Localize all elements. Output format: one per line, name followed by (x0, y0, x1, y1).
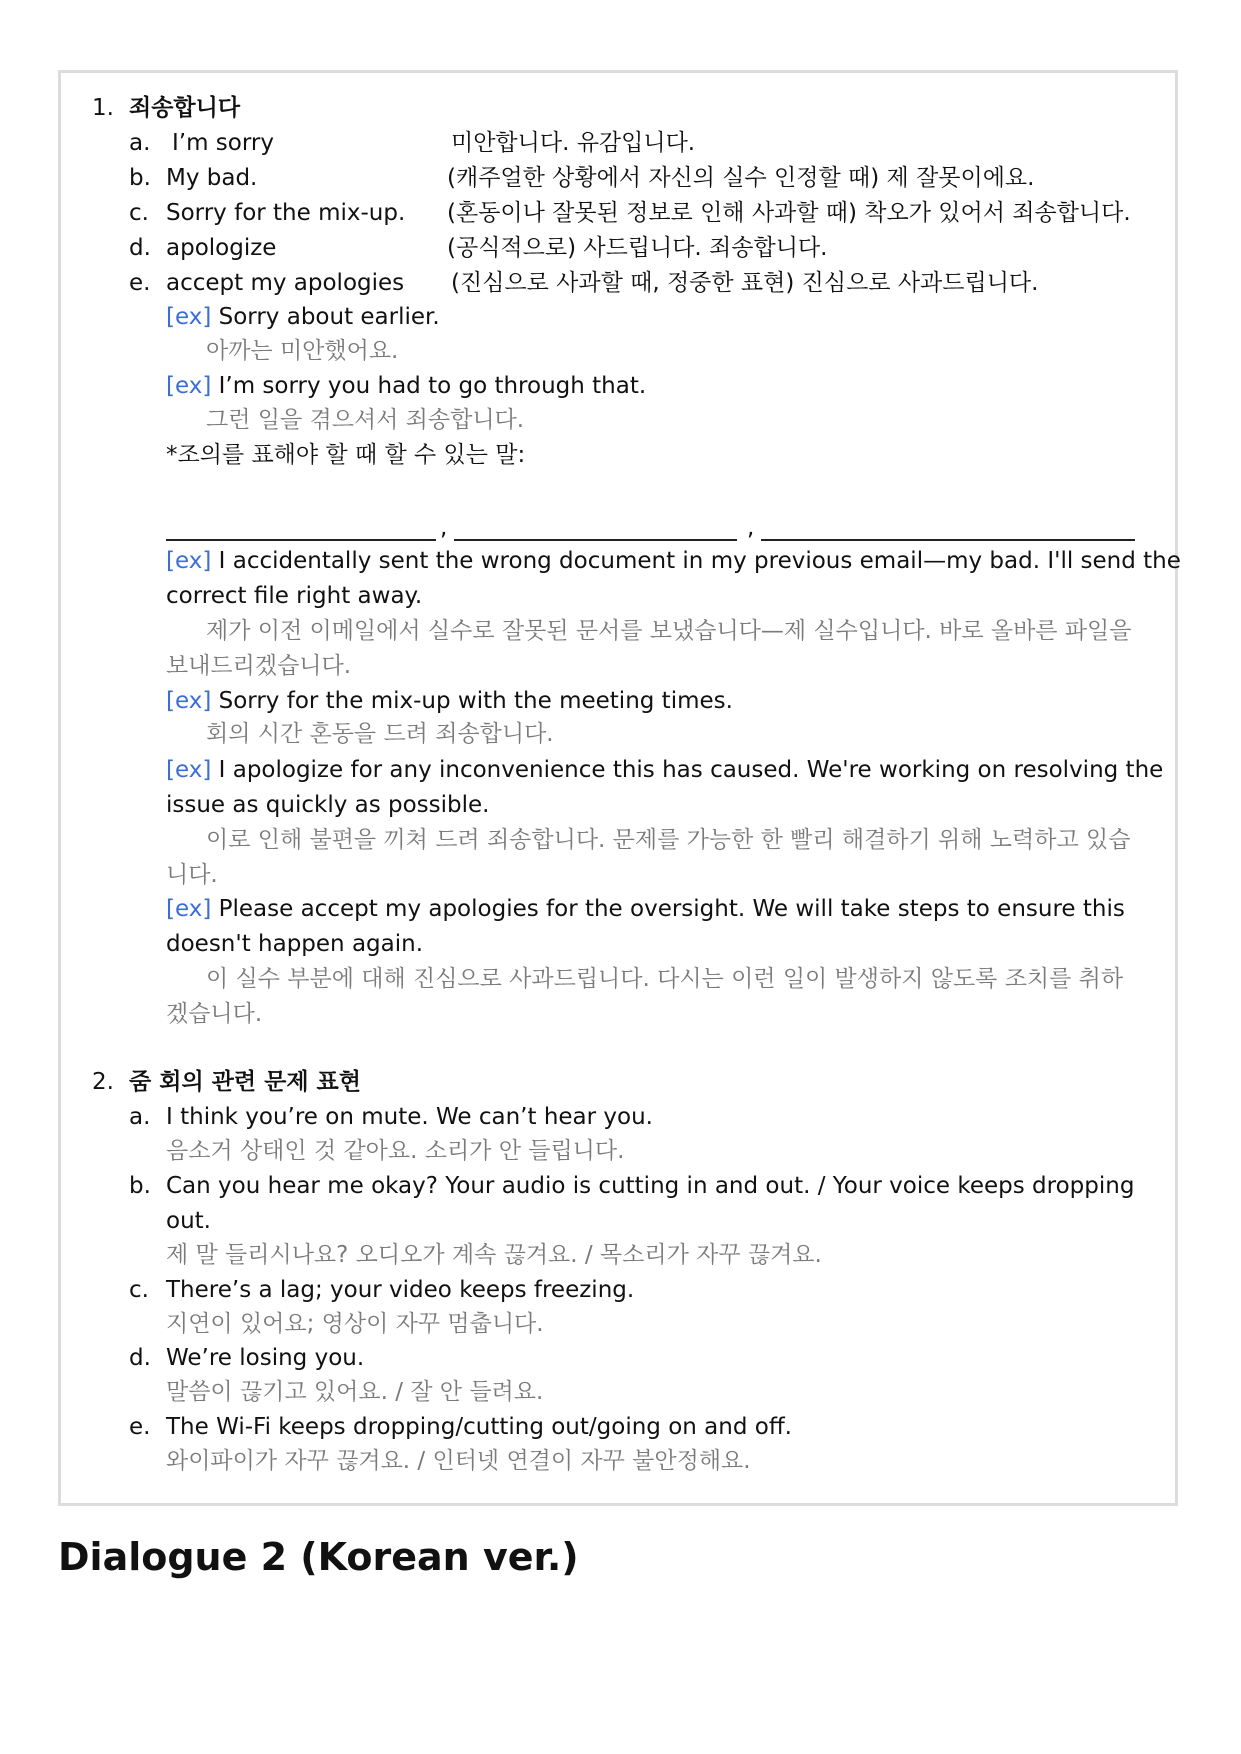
item-korean: 와이파이가 자꾸 끊겨요. / 인터넷 연결이 자꾸 불안정해요. (166, 1448, 751, 1474)
example-korean: 보내드리겠습니다. (166, 653, 352, 679)
example-korean: 겠습니다. (166, 1001, 263, 1027)
item-letter: d. (129, 235, 151, 261)
example-korean: 니다. (166, 862, 218, 888)
item-english: apologize (166, 235, 277, 261)
example-tag: [ex] (166, 373, 212, 399)
item-korean: 제 말 들리시나요? 오디오가 계속 끊겨요. / 목소리가 자꾸 끊겨요. (166, 1242, 822, 1268)
example-korean: 그런 일을 겪으셔서 죄송합니다. (206, 407, 525, 433)
example-english: [ex] I apologize for any inconvenience this has caused. We're working on resolving the (166, 757, 1164, 783)
item-korean: (캐주얼한 상황에서 자신의 실수 인정할 때) 제 잘못이에요. (447, 165, 1035, 191)
blank-separator: , (440, 515, 448, 541)
item-letter: e. (129, 270, 151, 296)
example-tag: [ex] (166, 757, 212, 783)
example-tag: [ex] (166, 896, 212, 922)
example-korean: 제가 이전 이메일에서 실수로 잘못된 문서를 보냈습니다—제 실수입니다. 바로 올바른 파일을 (206, 618, 1132, 644)
item-letter: e. (129, 1414, 151, 1440)
item-letter: b. (129, 165, 151, 191)
blank-separator: , (747, 515, 755, 541)
item-english: I’m sorry (172, 130, 274, 156)
item-letter: c. (129, 1277, 149, 1303)
item-korean: 미안합니다. 유감입니다. (451, 130, 696, 156)
section-title: 줌 회의 관련 문제 표현 (129, 1069, 361, 1095)
item-english: out. (166, 1208, 211, 1234)
item-letter: a. (129, 130, 151, 156)
example-korean: 이 실수 부분에 대해 진심으로 사과드립니다. 다시는 이런 일이 발생하지 않도록 조치를 취하 (206, 966, 1124, 992)
item-korean: 음소거 상태인 것 같아요. 소리가 안 들립니다. (166, 1138, 625, 1164)
blank-line (761, 539, 1135, 541)
example-english: [ex] I accidentally sent the wrong document in my previous email—my bad. I'll send the (166, 548, 1181, 574)
example-tag: [ex] (166, 304, 212, 330)
item-korean: (공식적으로) 사드립니다. 죄송합니다. (447, 235, 828, 261)
example-korean: 회의 시간 혼동을 드려 죄송합니다. (206, 721, 554, 747)
item-letter: b. (129, 1173, 151, 1199)
example-korean: 아까는 미안했어요. (206, 338, 399, 364)
item-korean: 지연이 있어요; 영상이 자꾸 멈춥니다. (166, 1311, 544, 1337)
blank-line (454, 539, 737, 541)
item-english: accept my apologies (166, 270, 405, 296)
item-korean: (혼동이나 잘못된 정보로 인해 사과할 때) 착오가 있어서 죄송합니다. (447, 200, 1131, 226)
item-english: There’s a lag; your video keeps freezing. (166, 1277, 635, 1303)
condolence-note: *조의를 표해야 할 때 할 수 있는 말: (166, 442, 526, 468)
example-english: [ex] Please accept my apologies for the oversight. We will take steps to ensure this (166, 896, 1125, 922)
item-english: I think you’re on mute. We can’t hear you. (166, 1104, 653, 1130)
item-korean: 말씀이 끊기고 있어요. / 잘 안 들려요. (166, 1379, 544, 1405)
section-number: 1. (92, 95, 114, 121)
item-korean: (진심으로 사과할 때, 정중한 표현) 진심으로 사과드립니다. (451, 270, 1039, 296)
example-english: doesn't happen again. (166, 931, 424, 957)
example-tag: [ex] (166, 548, 212, 574)
item-english: The Wi-Fi keeps dropping/cutting out/going on and off. (166, 1414, 792, 1440)
section-number: 2. (92, 1069, 114, 1095)
example-english: correct file right away. (166, 583, 423, 609)
example-english: [ex] Sorry about earlier. (166, 304, 440, 330)
item-letter: a. (129, 1104, 151, 1130)
item-english: Can you hear me okay? Your audio is cutting in and out. / Your voice keeps dropping (166, 1173, 1135, 1199)
item-letter: d. (129, 1345, 151, 1371)
example-english: issue as quickly as possible. (166, 792, 490, 818)
blank-line (166, 539, 436, 541)
example-english: [ex] Sorry for the mix-up with the meeting times. (166, 688, 733, 714)
example-english: [ex] I’m sorry you had to go through that. (166, 373, 647, 399)
item-letter: c. (129, 200, 149, 226)
item-english: My bad. (166, 165, 258, 191)
dialogue-title: Dialogue 2 (Korean ver.) (58, 1535, 579, 1579)
item-english: We’re losing you. (166, 1345, 365, 1371)
example-korean: 이로 인해 불편을 끼쳐 드려 죄송합니다. 문제를 가능한 한 빨리 해결하기 위해 노력하고 있습 (206, 827, 1131, 853)
item-english: Sorry for the mix-up. (166, 200, 406, 226)
example-tag: [ex] (166, 688, 212, 714)
section-title: 죄송합니다 (129, 95, 241, 121)
